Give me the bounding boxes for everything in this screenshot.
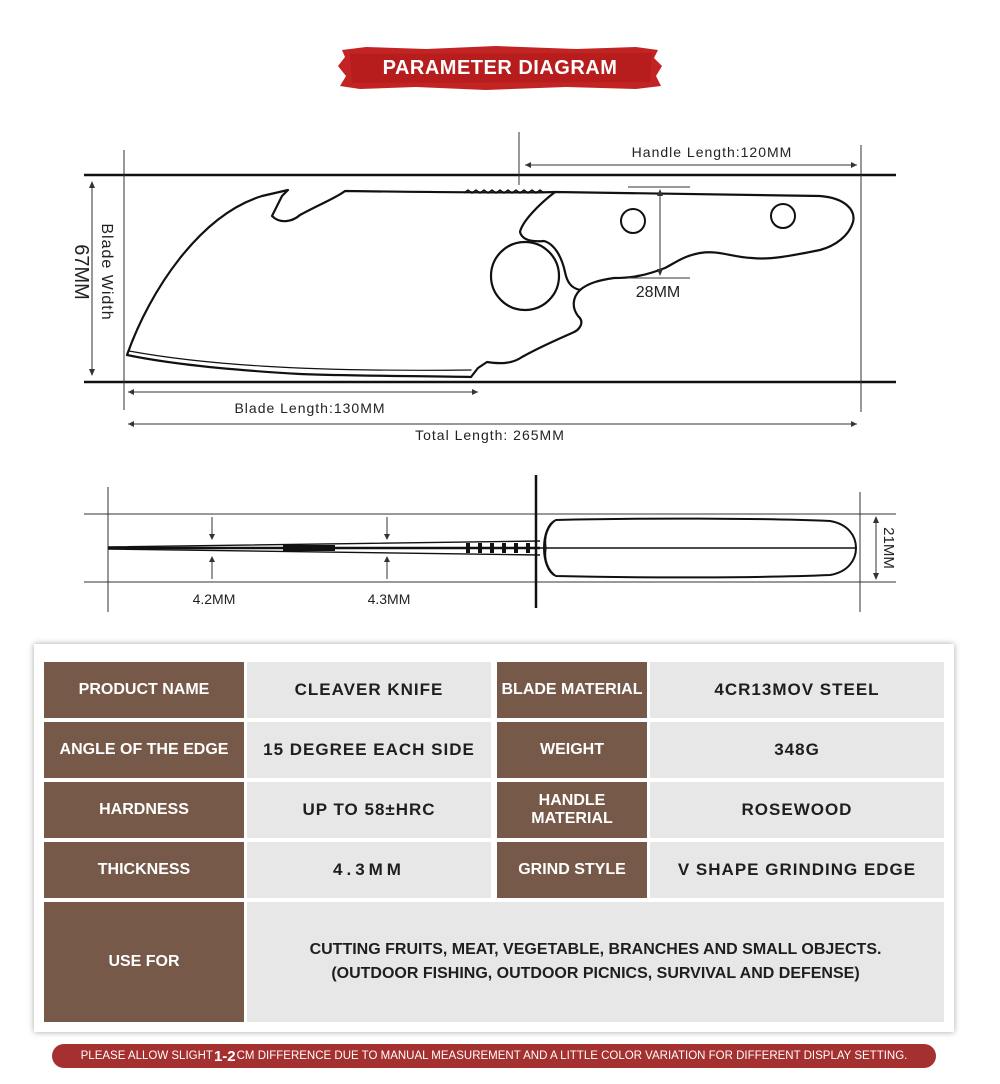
edge-angle-value: 15 DEGREE EACH SIDE — [247, 722, 491, 778]
handle-side-profile — [540, 519, 856, 578]
spine-thickness-label-1: 4.2MM — [192, 591, 236, 607]
disclaimer-text-start: PLEASE ALLOW SLIGHT — [80, 1050, 213, 1062]
product-name-label: PRODUCT NAME — [44, 662, 244, 718]
grind-style-value: V SHAPE GRINDING EDGE — [650, 842, 944, 898]
use-for-label: USE FOR — [44, 902, 244, 1022]
grind-style-label: GRIND STYLE — [497, 842, 647, 898]
handle-thickness-label: 21MM — [880, 527, 897, 569]
hardness-value: UP TO 58±HRC — [247, 782, 491, 838]
edge-angle-label: ANGLE OF THE EDGE — [44, 722, 244, 778]
weight-label: WEIGHT — [497, 722, 647, 778]
disclaimer-text-end: DIFFERENCE DUE TO MANUAL MEASUREMENT AND A LITTLE COLOR VARIATION FOR DIFFERENT DISPLAY SETTING. — [257, 1050, 908, 1062]
page-title: PARAMETER DIAGRAM — [382, 57, 618, 79]
use-for-value — [247, 902, 944, 1022]
handle-material-label: HANDLE MATERIAL — [497, 782, 647, 838]
total-length-label: Total Length: 265MM — [415, 427, 565, 443]
use-for-line-1: CUTTING FRUITS, MEAT, VEGETABLE, BRANCHES AND SMALL OBJECTS. — [309, 941, 882, 958]
handle-length-label: Handle Length:120MM — [631, 144, 793, 160]
handle-height-label: 28MM — [635, 284, 681, 301]
blade-length-label: Blade Length:130MM — [234, 400, 386, 416]
product-name-value: CLEAVER KNIFE — [247, 662, 491, 718]
spec-table — [34, 644, 954, 1032]
use-for-line-2: (OUTDOOR FISHING, OUTDOOR PICNICS, SURVIVAL AND DEFENSE) — [331, 965, 860, 982]
weight-value: 348G — [650, 722, 944, 778]
disclaimer-unit: CM — [236, 1050, 255, 1062]
blade-side-profile — [108, 541, 540, 555]
thickness-label: THICKNESS — [44, 842, 244, 898]
disclaimer-range: 1-2 — [213, 1047, 236, 1065]
handle-material-value: ROSEWOOD — [650, 782, 944, 838]
spine-thickness-label-2: 4.3MM — [367, 591, 411, 607]
blade-width-label: Blade Width — [98, 223, 115, 321]
blade-width-value: 67MM — [70, 244, 92, 300]
measurement-disclaimer — [52, 1044, 936, 1068]
hardness-label: HARDNESS — [44, 782, 244, 838]
blade-material-label: BLADE MATERIAL — [497, 662, 647, 718]
blade-material-value: 4CR13MOV STEEL — [650, 662, 944, 718]
thickness-value: 4.3MM — [247, 842, 491, 898]
